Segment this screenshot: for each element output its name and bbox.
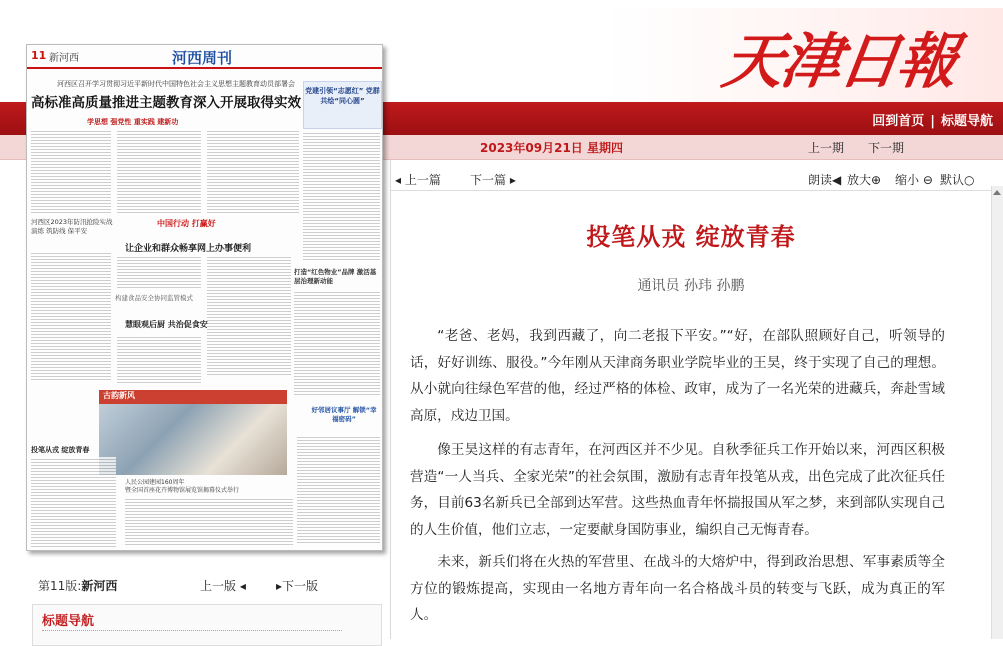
nav-separator: |: [930, 114, 935, 129]
divider: [42, 630, 342, 631]
mid-banner: 中国行动 打赢好: [157, 219, 216, 228]
caret-right-icon: ▸: [276, 579, 283, 593]
next-issue-link[interactable]: 下一期: [868, 141, 905, 155]
caret-right-icon: ▸: [509, 173, 516, 187]
article-title: 投笔从戎 绽放青春: [586, 223, 796, 251]
prev-article-label: 上一篇: [404, 173, 441, 187]
read-aloud-button[interactable]: [808, 171, 841, 188]
zoom-out-button[interactable]: [895, 171, 933, 188]
site-logo[interactable]: 天津日報: [718, 27, 961, 97]
prev-page-label: 上一版: [200, 579, 237, 593]
food-headline[interactable]: 慧眼观后厨 共治促食安: [125, 320, 208, 329]
blue-box-text: 党建引领“志愿红” 党群共绘“同心圆”: [305, 87, 380, 105]
page-label-name: 新河西: [81, 579, 118, 593]
next-page-link[interactable]: [276, 577, 318, 594]
prev-article-link[interactable]: [395, 171, 441, 188]
text-block: [31, 251, 111, 381]
top-nav: [872, 110, 993, 129]
side-headline-2[interactable]: 好邻居议事厅 解锁“幸福密码”: [311, 406, 377, 423]
text-block: [117, 255, 201, 289]
article-paragraph: “老爸、老妈，我到西藏了，向二老报下平安。”“好，在部队照顾好自己，听领导的话，好好训练、服役。”今年刚从天津商务职业学院毕业的王昊，终于实现了自己的理想。从小就向往绿色军营的他，经过严格的体检、政审，成为了一名光荣的进藏兵，奔赴雪域高原，戍边卫国。: [410, 328, 945, 424]
title-nav-heading: 标题导航: [42, 614, 95, 629]
text-block: [117, 129, 201, 215]
speaker-icon: ◀: [832, 173, 842, 187]
text-block: [117, 335, 201, 385]
photo-caption-1[interactable]: 人民公园建园160周年: [125, 479, 185, 486]
text-block: [207, 255, 291, 375]
page-headline[interactable]: 高标准高质量推进主题教育深入开展取得实效: [31, 95, 301, 111]
page-number: 11: [31, 49, 47, 62]
title-nav-link[interactable]: 标题导航: [940, 114, 993, 129]
photo-caption-2: 暨全国首座花卉博物馆展览馆揭幕仪式举行: [125, 487, 240, 494]
text-block: [297, 435, 380, 545]
text-block: [125, 497, 293, 547]
page-tagline: 学思想 强党性 重实践 建新功: [87, 118, 179, 126]
default-size-button[interactable]: [940, 171, 975, 188]
article-scrollbar[interactable]: [991, 186, 1003, 639]
article-paragraph: 未来，新兵们将在火热的军营里、在战斗的大熔炉中，得到政治思想、军事素质等全方位的锻炼提高，实现由一名地方青年向一名合格战斗员的转变与飞跃，成为真正的军人。: [410, 554, 945, 623]
zoom-in-label: 放大: [847, 173, 872, 187]
next-article-link[interactable]: [470, 171, 516, 188]
food-subhead: 构建食品安全协同监管模式: [115, 294, 193, 302]
article-author: 通讯员 孙玮 孙鹏: [637, 278, 745, 294]
text-block: [31, 457, 116, 547]
article-paragraph: 像王昊这样的有志青年，在河西区并不少见。自秋季征兵工作开始以来，河西区积极营造“一人当兵、全家光荣”的社会氛围，激励有志青年投笔从戎，出色完成了此次征兵任务，目前63名新兵已全部到达军营。这些热血青年怀揣报国从军之梦，来到部队实现自己的人生价值，他们立志，一定要献身国防事业，编织自己无悔青春。: [410, 442, 945, 538]
left-headline-box[interactable]: [31, 217, 116, 247]
small-headline[interactable]: 投笔从戎 绽放青春: [31, 446, 90, 454]
page-blue-box[interactable]: [303, 81, 382, 129]
page-thumbnail[interactable]: [26, 44, 383, 551]
zoom-in-button[interactable]: [847, 171, 881, 188]
page-label-prefix: 第11版:: [38, 579, 82, 593]
minus-circle-icon: ⊖: [922, 173, 933, 187]
photo-banner: 古韵新风: [99, 390, 287, 404]
circle-icon: ○: [964, 173, 975, 187]
text-block: [294, 290, 380, 395]
read-aloud-label: 朗读: [808, 173, 833, 187]
prev-page-link[interactable]: [200, 577, 246, 594]
scroll-up-icon[interactable]: [993, 190, 1001, 195]
plus-circle-icon: ⊕: [871, 173, 882, 187]
text-block: [303, 131, 380, 261]
next-page-label: 下一版: [282, 579, 319, 593]
issue-date: 2023年09月21日 星期四: [480, 141, 623, 155]
page-subhead[interactable]: 河西区召开学习贯彻习近平新时代中国特色社会主义思想主题教育动员部署会: [57, 80, 295, 88]
next-article-label: 下一篇: [470, 173, 507, 187]
page-label: [38, 577, 117, 594]
caret-left-icon: ◂: [239, 579, 246, 593]
caret-left-icon: ◂: [395, 173, 402, 187]
mid-headline[interactable]: 让企业和群众畅享网上办事便利: [125, 244, 252, 254]
text-block: [207, 129, 299, 215]
prev-issue-link[interactable]: 上一期: [808, 141, 845, 155]
zoom-out-label: 缩小: [895, 173, 920, 187]
home-link[interactable]: 回到首页: [872, 114, 925, 129]
default-size-label: 默认: [940, 173, 965, 187]
side-headline-1[interactable]: 打造“红色物业”品牌 激活基层治理新动能: [294, 268, 377, 285]
page-weekly-title: 河西周刊: [172, 49, 233, 67]
left-headline: 河西区2023年防汛抢险实战演练 筑防线 保平安: [31, 218, 113, 235]
page-section: 新河西: [49, 53, 79, 64]
text-block: [31, 129, 111, 215]
